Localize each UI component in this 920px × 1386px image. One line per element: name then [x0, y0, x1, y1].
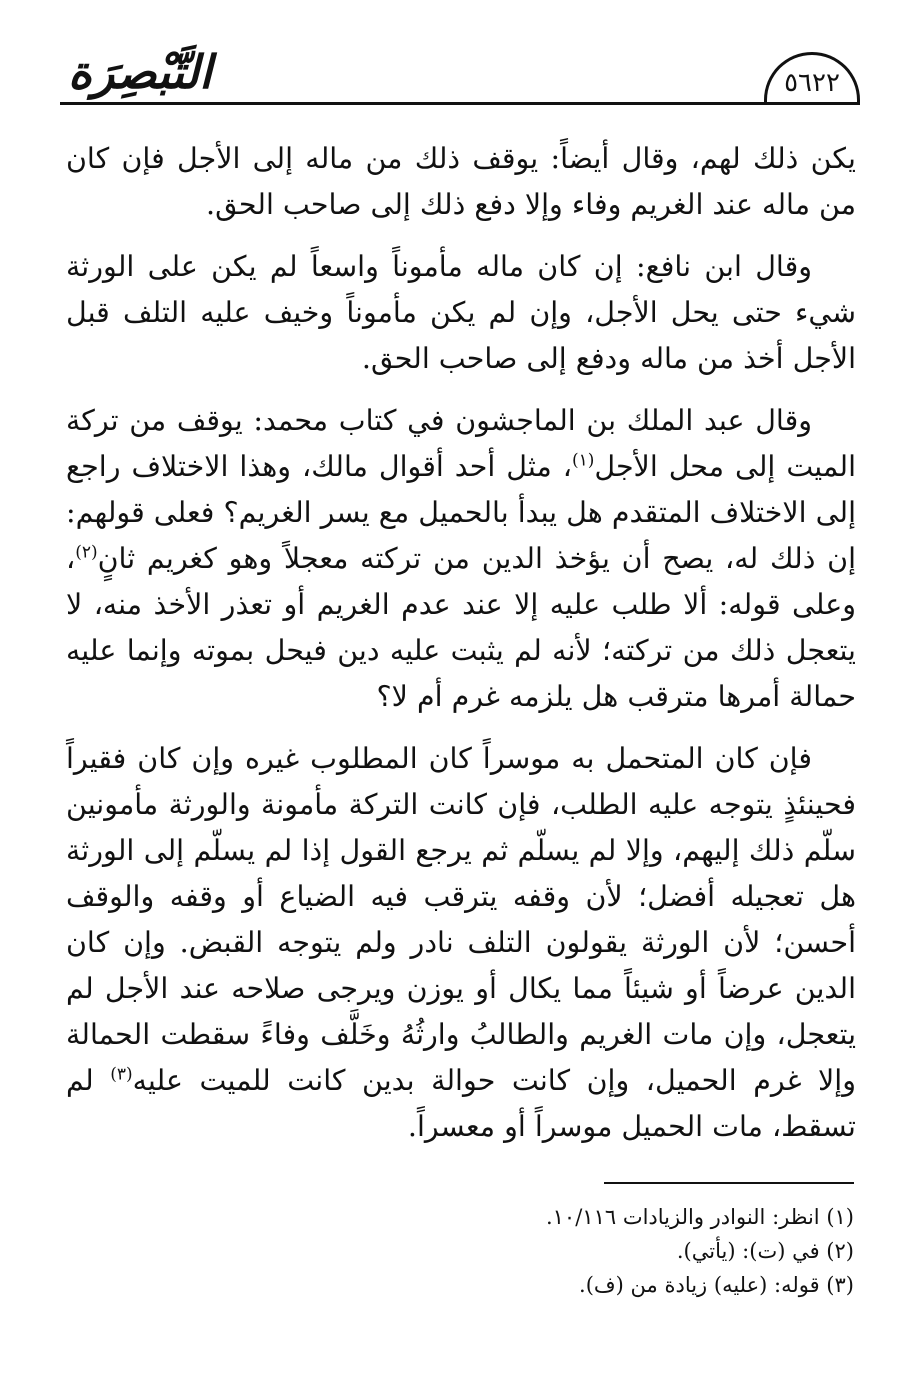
header-rule	[60, 102, 860, 105]
footnote-ref-2: (٢)	[75, 542, 98, 563]
paragraph-4	[66, 736, 856, 1150]
main-text	[66, 136, 856, 1166]
footnote-separator	[604, 1182, 854, 1184]
paragraph-3-text-c: ، وعلى قوله: ألا طلب عليه إلا عند عدم الغريم أو تعذر الأخذ منه، لا يتعجل ذلك من تركته؛ لأنه لم يثبت عليه دين فيحل بموته وإنما عليه حمالة أمرها مترقب هل يلزمه غرم أم لا؟	[66, 542, 856, 713]
paragraph-3-text-a: وقال عبد الملك بن الماجشون في كتاب محمد: يوقف من تركة الميت إلى محل الأجل	[66, 404, 856, 483]
footnotes	[64, 1200, 854, 1302]
paragraph-1: يكن ذلك لهم، وقال أيضاً: يوقف ذلك من ماله إلى الأجل فإن كان من ماله عند الغريم وفاء وإلا دفع ذلك إلى صاحب الحق.	[66, 142, 856, 221]
paragraph-3	[66, 398, 856, 720]
page-number-frame	[764, 52, 860, 102]
footnote-2: (٢) في (ت): (يأتي).	[676, 1239, 854, 1263]
book-title: التَّبْصِرَة	[68, 45, 212, 99]
footnote-ref-1: (١)	[571, 450, 595, 471]
paragraph-4-text-a: فإن كان المتحمل به موسراً كان المطلوب غيره وإن كان فقيراً فحينئذٍ يتوجه عليه الطلب، فإن كانت التركة مأمونة والورثة مأمونين سلّم ذلك إليهم، وإلا لم يسلّم ثم يرجع القول إذا لم يسلّم إلى الورثة هل تعجيله أفضل؛ لأن وقفه يترقب فيه الضياع أو وقفه والوقف أحسن؛ لأن الورثة يقولون التلف نادر ولم يتوجه القبض. وإن كان الدين عرضاً أو شيئاً مما يكال أو يوزن ويرجى صلاحه عند الأجل لم يتعجل، وإن مات الغريم والطالبُ وارثُهُ وخَلَّف وفاءً سقطت الحمالة وإلا غرم الحميل، وإن كانت حوالة بدين كانت للميت عليه	[66, 742, 856, 1097]
footnote-ref-3: (٣)	[110, 1064, 133, 1085]
paragraph-2: وقال ابن نافع: إن كان ماله مأموناً واسعاً لم يكن على الورثة شيء حتى يحل الأجل، وإن لم يكن مأموناً وخيف عليه التلف قبل الأجل أخذ من ماله ودفع إلى صاحب الحق.	[66, 250, 856, 375]
footnote-1: (١) انظر: النوادر والزيادات ١٠/١١٦.	[545, 1205, 854, 1229]
paragraph-3-text-b: ، مثل أحد أقوال مالك، وهذا الاختلاف راجع إلى الاختلاف المتقدم هل يبدأ بالحميل مع يسر الغريم؟ فعلى قولهم: إن ذلك له، يصح أن يؤخذ الدين من تركته معجلاً وهو كغريم ثانٍ	[66, 450, 856, 575]
footnote-3: (٣) قوله: (عليه) زيادة من (ف).	[579, 1273, 854, 1297]
paragraph-4-text-b: لم تسقط، مات الحميل موسراً أو معسراً.	[66, 1064, 856, 1143]
page-number: ٥٦٢٢	[784, 67, 840, 98]
page-header	[60, 40, 860, 110]
